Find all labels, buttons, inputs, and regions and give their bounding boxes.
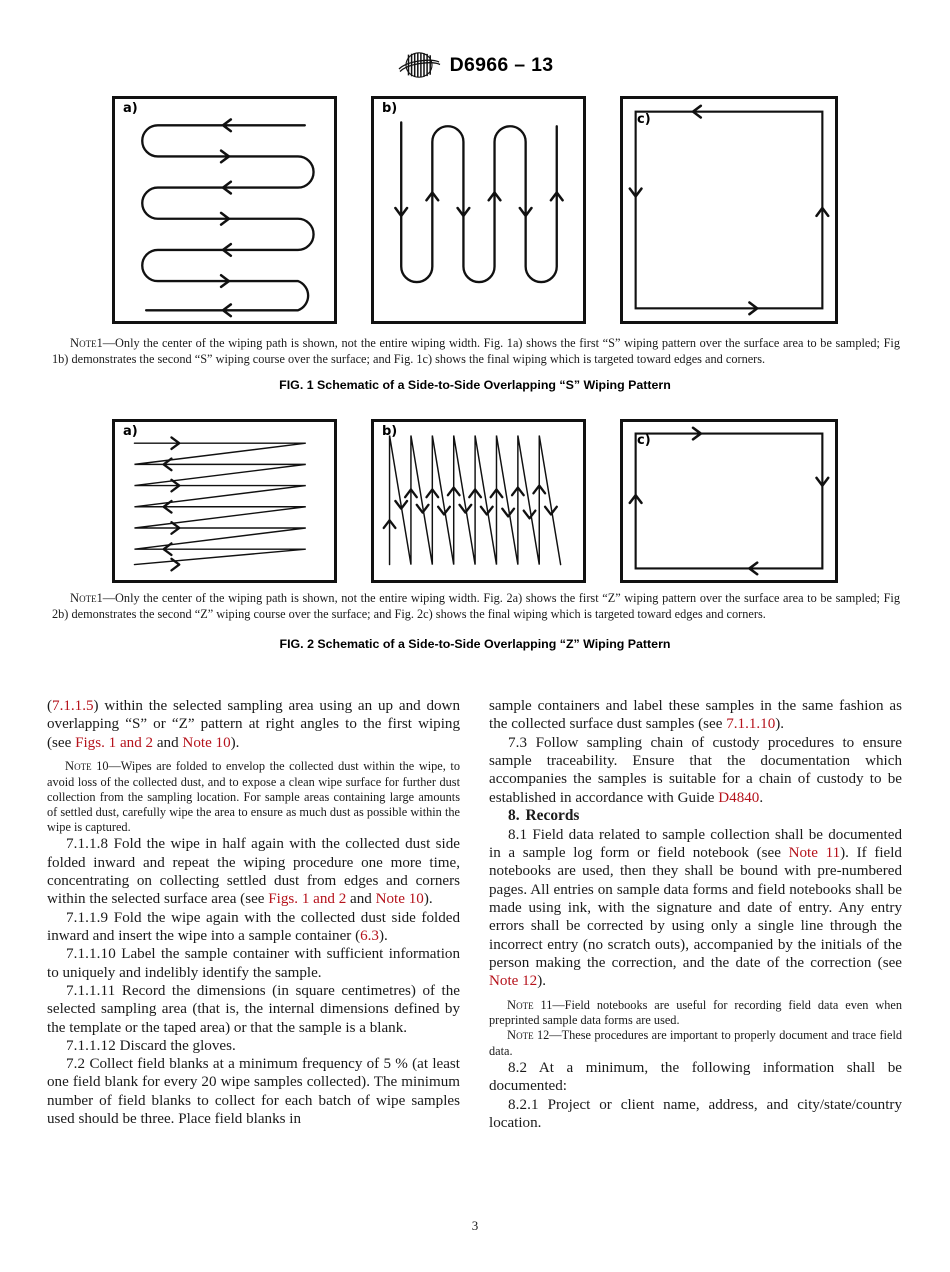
section-8-heading [489, 807, 902, 826]
paragraph-7-2 [47, 1055, 460, 1128]
link-note-12[interactable]: Note 12 [489, 973, 538, 990]
text-c: ). [423, 891, 433, 908]
paragraph-7-2-number: 7.2 [66, 1056, 86, 1073]
figure2-note-number: 1 [96, 591, 103, 605]
figure-2 [0, 419, 950, 583]
text-c: ). [230, 734, 240, 751]
figure2-caption: FIG. 2 Schematic of a Side-to-Side Overlapping “Z” Wiping Pattern [279, 637, 671, 651]
note-12-label: Note [507, 1028, 534, 1043]
note-11-text: —Field notebooks are useful for recording field data even when preprinted sample data forms are used. [489, 997, 902, 1028]
note-11-label: Note [507, 997, 534, 1012]
link-note-10[interactable]: Note 10 [182, 734, 231, 751]
text: Discard the gloves. [115, 1037, 236, 1054]
paragraph-7-1-1-12-number: 7.1.1.12 [66, 1037, 116, 1054]
figure1-note-number: 1 [96, 336, 103, 350]
paragraph-7-1-1-10 [47, 945, 460, 982]
figure1-note-text: —Only the center of the wiping path is shown, not the entire wiping width. Fig. 1a) shows the first “S” wiping pattern over the surface area to be sampled; Fig 1b) demonstrates the second “S” wiping course over the surface; and Fig. 1c) shows the final wiping which is targeted toward edges and corners. [52, 336, 900, 366]
link-7-1-1-5[interactable]: 7.1.1.5 [52, 698, 94, 714]
paragraph-7-1-1-10-number: 7.1.1.10 [66, 946, 116, 963]
running-header [0, 52, 950, 78]
section-8-title: Records [525, 806, 580, 824]
text: At a minimum, the following information shall be documented: [489, 1060, 902, 1095]
text-b: and [153, 734, 183, 751]
paragraph-8-2 [489, 1059, 902, 1096]
link-6-3[interactable]: 6.3 [360, 927, 379, 944]
paragraph-7-1-1-9-number: 7.1.1.9 [66, 909, 109, 926]
link-7-1-1-10[interactable]: 7.1.1.10 [726, 716, 776, 733]
figure1-panel-c [620, 96, 838, 324]
text: Collect field blanks at a minimum frequency of 5 % (at least one field blank for every 20 wipe samples collected). The minimum number of field blanks to collect for each batch of wipe samples used should be three. Place field blanks in [47, 1056, 460, 1128]
note-11 [489, 998, 902, 1029]
text-b: . [759, 789, 764, 806]
text-a: sample containers and label these samples in the same fashion as the collected surface dust samples (see [489, 698, 902, 733]
astm-logo [397, 52, 441, 78]
body-column-right [489, 697, 902, 1132]
link-figs-1-and-2[interactable]: Figs. 1 and 2 [75, 734, 154, 751]
paragraph-7-1-1-9 [47, 909, 460, 946]
paragraph-8-2-number: 8.2 [508, 1060, 528, 1077]
figure1-panel-c-label: c) [637, 112, 651, 127]
link-note-11[interactable]: Note 11 [788, 845, 841, 861]
paragraph-8-1 [489, 826, 902, 991]
figure2-panel-a-label: a) [123, 424, 138, 439]
figure1-panel-b [371, 96, 586, 324]
note-12 [489, 1028, 902, 1059]
paragraph-7-2-continued [489, 697, 902, 734]
figure1-note [52, 335, 900, 367]
figure2-note-label: Note [70, 591, 97, 605]
figure1-panel-b-label: b) [382, 101, 398, 116]
note-12-number: 12 [536, 1028, 550, 1043]
figure2-panel-c [620, 419, 838, 583]
paragraph-7-3-number: 7.3 [508, 734, 528, 751]
link-note-10[interactable]: Note 10 [375, 891, 424, 908]
text-b: ). [378, 927, 388, 944]
document-designation: D6966 – 13 [449, 53, 554, 76]
text-a: Fold the wipe in half again with the collected dust side folded inward and repeat the wiping procedure one more time, concentrating on collecting settled dust from edges and corners within the selected surface area (see [47, 836, 460, 908]
paragraph-7-1-1-8-number: 7.1.1.8 [66, 836, 109, 853]
paren-open: ( [47, 698, 53, 714]
paragraph-8-2-1-number: 8.2.1 [508, 1096, 539, 1113]
figure2-panel-c-label: c) [637, 433, 651, 448]
figure2-panel-b [371, 419, 586, 583]
paragraph-7-3 [489, 734, 902, 807]
note-12-text: —These procedures are important to properly document and trace field data. [489, 1028, 903, 1058]
figure1-note-label: Note [70, 336, 97, 350]
text-c: ). [537, 973, 547, 990]
figure2-panel-b-label: b) [382, 424, 398, 439]
note-10-number: 10 [96, 758, 109, 773]
figure2-note [52, 590, 900, 622]
note-10-label: Note [65, 758, 92, 773]
text-b: ). If field notebooks are used, then they shall be bound with pre-numbered pages. All entries on sample data forms and field notebooks shall be made using ink, with the signature and date of entry. Any entry errors shall be corrected by using only a single line through the incorrect entry (no scratch outs), accompanied by the initials of the person making the correction, and the date of the correction (see [489, 845, 902, 971]
note-10-text: —Wipes are folded to envelop the collected dust within the wipe, to avoid loss of the collected dust, and to expose a clean wipe surface for further dust collection from the sampling location. For sample areas containing large amounts of settled dust, carefully wipe the area to ensure as much dust as possible within the wipe is captured. [47, 758, 460, 835]
page-number: 3 [471, 1218, 479, 1233]
paragraph-8-2-1 [489, 1096, 902, 1133]
text: Label the sample container with sufficient information to uniquely and indelibly identify the sample. [47, 946, 460, 981]
note-10 [47, 759, 460, 835]
figure-1 [0, 96, 950, 324]
text: Record the dimensions (in square centimetres) of the selected sampling area (that is, the internal dimensions defined by the template or the taped area) or that the sample is a blank. [47, 982, 460, 1036]
section-8-number: 8. [508, 806, 520, 824]
paragraph-7-1-1-12 [47, 1037, 460, 1055]
link-d4840[interactable]: D4840 [718, 789, 760, 806]
text-a: ) within the selected sampling area using an up and down overlapping “S” or “Z” pattern at right angles to the first wiping (see [47, 698, 460, 751]
text: Project or client name, address, and city/state/country location. [489, 1096, 902, 1132]
paragraph-8-1-number: 8.1 [508, 826, 528, 843]
paragraph-7-1-1-8 [47, 835, 460, 908]
body-column-left [47, 697, 460, 1128]
text-b: and [346, 891, 376, 908]
figure2-note-text: —Only the center of the wiping path is shown, not the entire wiping width. Fig. 2a) shows the first “Z” wiping pattern over the surface area to be sampled; Fig 2b) demonstrates the second “Z” wiping course over the surface; and Fig. 2c) shows the final wiping which is targeted toward edges and corners. [52, 591, 900, 621]
text-a: Follow sampling chain of custody procedures to ensure sample traceability. Ensure that the documentation which accompanies the samples is suitable for a chain of custody to be established in accordance with Guide [489, 734, 902, 806]
figure1-panel-a-label: a) [123, 101, 138, 116]
paragraph-7-1-1-11 [47, 982, 460, 1037]
figure1-caption: FIG. 1 Schematic of a Side-to-Side Overlapping “S” Wiping Pattern [279, 378, 671, 392]
text-b: ). [775, 716, 785, 733]
paragraph-7-1-1-11-number: 7.1.1.11 [66, 982, 116, 999]
figure2-panel-a [112, 419, 337, 583]
note-11-number: 11 [540, 997, 553, 1012]
text-a: Field data related to sample collection shall be documented in a sample log form or field notebook (see [489, 826, 902, 861]
paragraph-7-1-1-5-continued [47, 697, 460, 752]
link-figs-1-and-2[interactable]: Figs. 1 and 2 [268, 891, 347, 908]
text-a: Fold the wipe again with the collected dust side folded inward and insert the wipe into a sample container ( [47, 909, 460, 944]
figure1-panel-a [112, 96, 337, 324]
